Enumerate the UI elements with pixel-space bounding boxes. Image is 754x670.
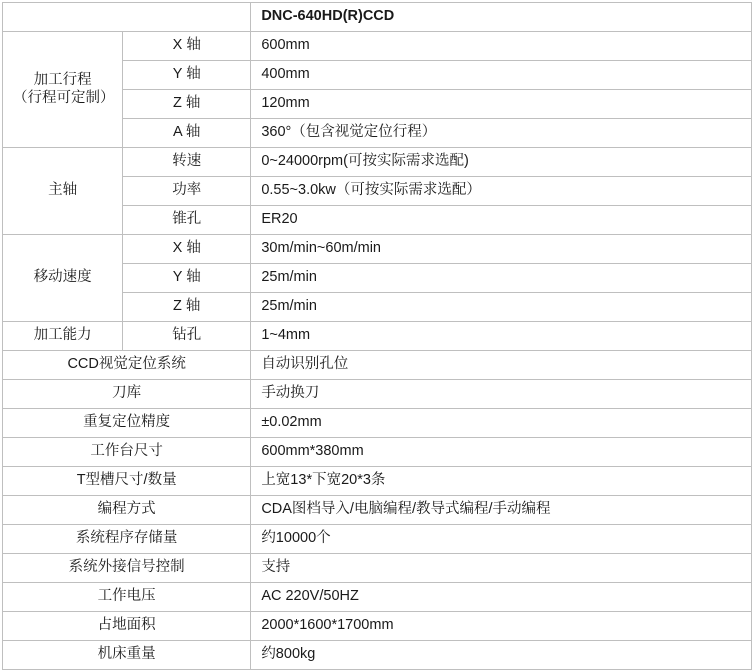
category-travel-line2: （行程可定制） [13, 89, 115, 106]
table-row [3, 467, 752, 496]
value-table-size: 600mm*380mm [251, 438, 752, 467]
value-programming: CDA图档导入/电脑编程/教导式编程/手动编程 [251, 496, 752, 525]
category-capacity: 加工能力 [3, 322, 123, 351]
value-repeat-accuracy: ±0.02mm [251, 409, 752, 438]
sub-travel-z: Z 轴 [123, 90, 251, 119]
value-speed-y: 25m/min [251, 264, 752, 293]
table-row [3, 235, 752, 264]
sub-spindle-taper: 锥孔 [123, 206, 251, 235]
label-voltage: 工作电压 [3, 583, 251, 612]
value-spindle-speed: 0~24000rpm(可按实际需求选配) [251, 148, 752, 177]
sub-speed-y: Y 轴 [123, 264, 251, 293]
value-spindle-power: 0.55~3.0kw（可按实际需求选配） [251, 177, 752, 206]
label-repeat-accuracy: 重复定位精度 [3, 409, 251, 438]
sub-travel-a: A 轴 [123, 119, 251, 148]
table-row [3, 525, 752, 554]
label-ccd-system: CCD视觉定位系统 [3, 351, 251, 380]
header-model-value: DNC-640HD(R)CCD [251, 3, 752, 32]
label-tslot: T型槽尺寸/数量 [3, 467, 251, 496]
value-storage: 约10000个 [251, 525, 752, 554]
table-row [3, 32, 752, 61]
table-row [3, 438, 752, 467]
sub-capacity-drill: 钻孔 [123, 322, 251, 351]
value-tool-magazine: 手动换刀 [251, 380, 752, 409]
label-footprint: 占地面积 [3, 612, 251, 641]
value-voltage: AC 220V/50HZ [251, 583, 752, 612]
value-footprint: 2000*1600*1700mm [251, 612, 752, 641]
value-tslot: 上宽13*下宽20*3条 [251, 467, 752, 496]
table-row [3, 322, 752, 351]
table-row [3, 496, 752, 525]
value-spindle-taper: ER20 [251, 206, 752, 235]
label-storage: 系统程序存储量 [3, 525, 251, 554]
value-weight: 约800kg [251, 641, 752, 670]
value-travel-x: 600mm [251, 32, 752, 61]
sub-speed-x: X 轴 [123, 235, 251, 264]
sub-speed-z: Z 轴 [123, 293, 251, 322]
sub-spindle-speed: 转速 [123, 148, 251, 177]
header-model-label: 型号 [3, 3, 251, 32]
table-row-header [3, 3, 752, 32]
table-row [3, 380, 752, 409]
category-spindle: 主轴 [3, 148, 123, 235]
sub-travel-x: X 轴 [123, 32, 251, 61]
value-speed-x: 30m/min~60m/min [251, 235, 752, 264]
table-row [3, 612, 752, 641]
label-programming: 编程方式 [3, 496, 251, 525]
table-row [3, 148, 752, 177]
value-travel-a: 360°（包含视觉定位行程） [251, 119, 752, 148]
sub-spindle-power: 功率 [123, 177, 251, 206]
value-speed-z: 25m/min [251, 293, 752, 322]
category-travel [3, 32, 123, 148]
value-travel-z: 120mm [251, 90, 752, 119]
specification-table [2, 2, 752, 670]
label-table-size: 工作台尺寸 [3, 438, 251, 467]
category-travel-line1: 加工行程 [33, 72, 92, 89]
table-row [3, 409, 752, 438]
label-tool-magazine: 刀库 [3, 380, 251, 409]
table-row [3, 583, 752, 612]
value-ccd-system: 自动识别孔位 [251, 351, 752, 380]
category-speed: 移动速度 [3, 235, 123, 322]
table-row [3, 554, 752, 583]
value-external-signal: 支持 [251, 554, 752, 583]
sub-travel-y: Y 轴 [123, 61, 251, 90]
label-external-signal: 系统外接信号控制 [3, 554, 251, 583]
table-row [3, 641, 752, 670]
label-weight: 机床重量 [3, 641, 251, 670]
value-travel-y: 400mm [251, 61, 752, 90]
value-capacity-drill: 1~4mm [251, 322, 752, 351]
table-row [3, 351, 752, 380]
